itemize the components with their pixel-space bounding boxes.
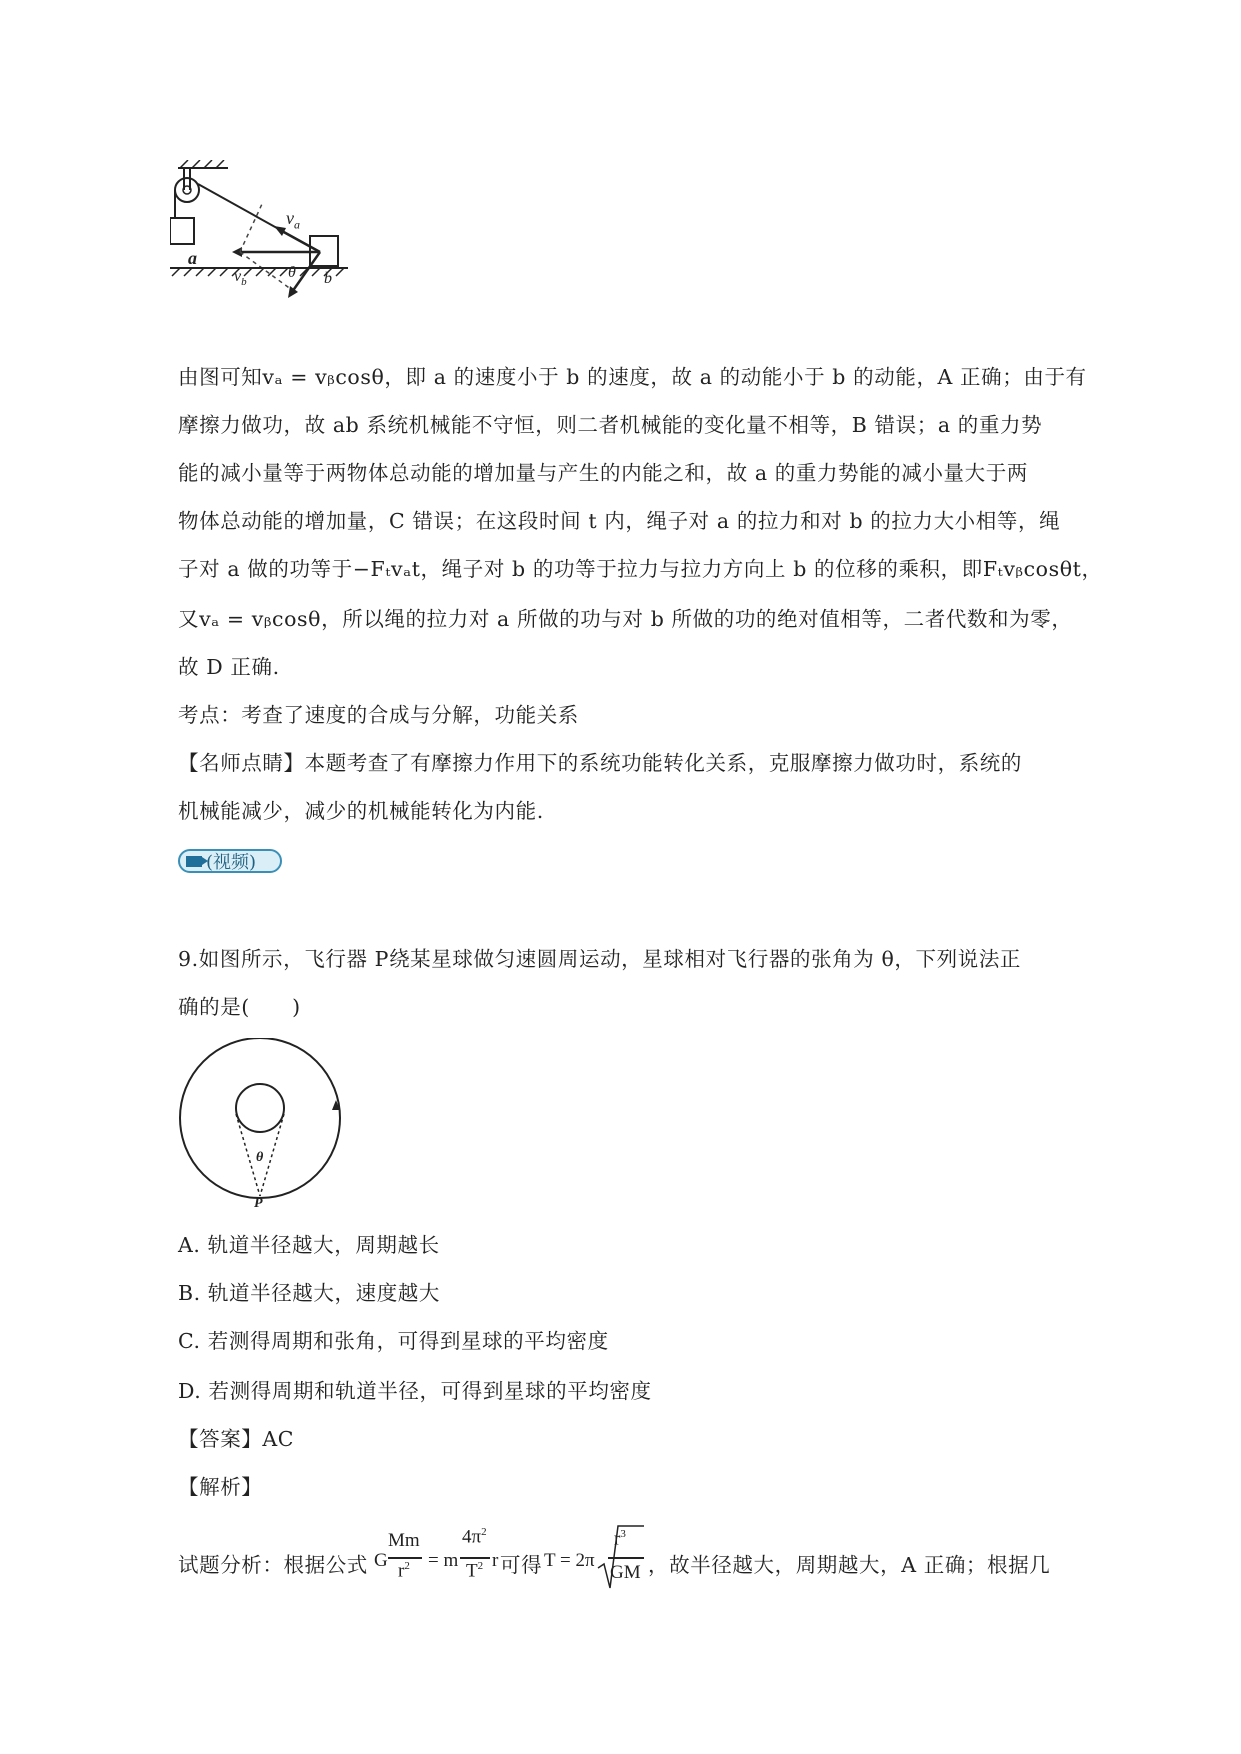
f-G: G [374,1550,388,1571]
label-b: b [324,270,332,287]
para1-line-3: 能的减小量等于两物体总动能的增加量与产生的内能之和，故 a 的重力势能的减小量大于两 [178,461,1028,485]
mingshi-line-1: 【名师点睛】本题考查了有摩擦力作用下的系统功能转化关系，克服摩擦力做功时，系统的 [178,751,1022,775]
para1-line-2: 摩擦力做功，故 ab 系统机械能不守恒，则二者机械能的变化量不相等，B 错误；a 的重力势 [178,413,1043,437]
f-bar-2 [460,1557,490,1559]
label-vb: $v_b$ [234,268,247,289]
video-camera-icon [186,856,202,867]
f-r2: $r^2$ [398,1560,410,1582]
para1-line-1: 由图可知vₐ = vᵦcosθ，即 a 的速度小于 b 的速度，故 a 的动能小于 b 的动能，A 正确；由于有 [178,365,1087,389]
video-label: (视频) [206,852,257,873]
analysis-suffix: ，故半径越大，周期越大，A 正确；根据几 [648,1553,1051,1577]
para1-line-4: 物体总动能的增加量，C 错误；在这段时间 t 内，绳子对 a 的拉力和对 b 的拉力大小相等，绳 [178,509,1061,533]
answer-line: 【答案】AC [178,1427,295,1451]
orbit-theta-label: θ [256,1150,264,1165]
kaodian-line: 考点：考查了速度的合成与分解，功能关系 [178,703,579,727]
f-4pi2: $4\pi^2$ [462,1526,487,1548]
f-Mm: Mm [388,1530,420,1551]
mingshi-line-2: 机械能减少，减少的机械能转化为内能. [178,799,544,823]
label-a: a [188,248,197,268]
orbit-p-label: P [254,1196,263,1211]
f-T2: $T^2$ [466,1560,484,1582]
jiexi-line: 【解析】 [178,1475,263,1499]
analysis-formula-line [178,1518,1078,1598]
video-button[interactable] [178,849,282,873]
option-c: C. 若测得周期和张角，可得到星球的平均密度 [178,1329,609,1353]
label-theta-1: θ [288,264,296,281]
f-eq1: = m [428,1550,459,1571]
para1-line-5: 子对 a 做的功等于−Fₜvₐt，绳子对 b 的功等于拉力与拉力方向上 b 的位移的乘积，即Fₜvᵦcosθt， [178,557,1103,581]
pulley-figure [170,160,390,340]
analysis-prefix: 试题分析：根据公式 [178,1553,368,1577]
f-GM: GM [610,1562,641,1583]
para1-line-6: 又vₐ = vᵦcosθ，所以绳的拉力对 a 所做的功与对 b 所做的功的绝对值相等，二者代数和为零， [178,607,1073,631]
orbit-figure [172,1038,352,1218]
option-b: B. 轨道半径越大，速度越大 [178,1281,440,1305]
para1-line-7: 故 D 正确. [178,655,280,679]
label-va: $v_a$ [286,208,300,232]
q9-stem-line-1: 9.如图所示，飞行器 P绕某星球做匀速圆周运动，星球相对飞行器的张角为 θ，下列说法正 [178,947,1022,971]
f-T: T = 2π [544,1550,595,1571]
option-d: D. 若测得周期和轨道半径，可得到星球的平均密度 [178,1379,652,1403]
q9-stem-line-2: 确的是( ) [178,995,301,1019]
f-r: r [492,1550,499,1571]
analysis-mid: 可得 [500,1553,543,1577]
f-r3: $r^3$ [614,1528,626,1550]
f-bar-3 [608,1557,644,1559]
f-bar-1 [388,1557,422,1559]
option-a: A. 轨道半径越大，周期越长 [178,1233,440,1257]
